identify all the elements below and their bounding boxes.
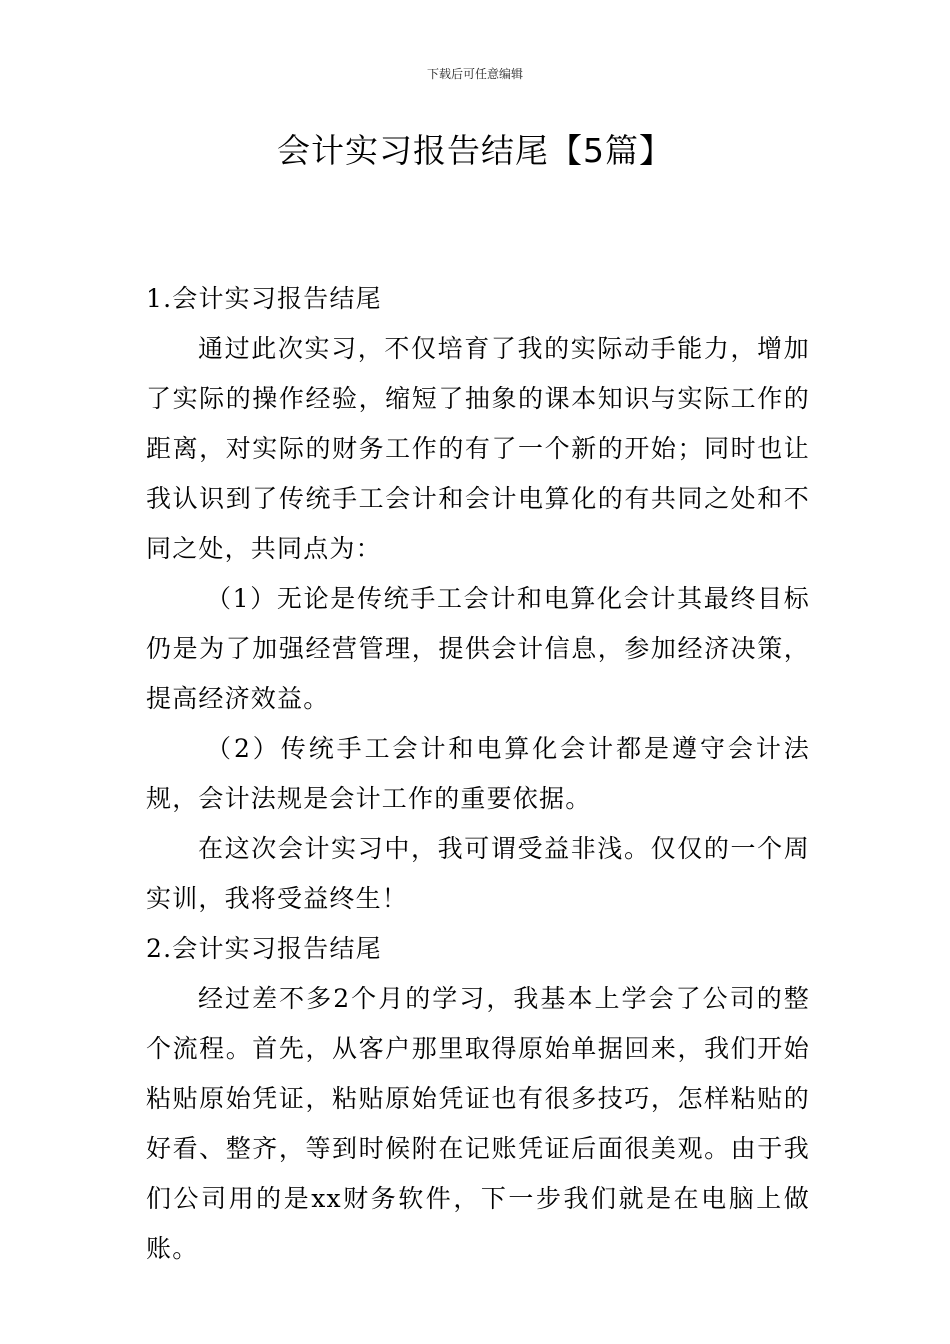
document-title: 会计实习报告结尾【5篇】 bbox=[277, 131, 673, 170]
list-item-1: （1）无论是传统手工会计和电算化会计其最终目标仍是为了加强经营管理，提供会计信息，参加经济决策，提高经济效益。 bbox=[146, 584, 810, 713]
list-item-2: （2）传统手工会计和电算化会计都是遵守会计法规，会计法规是会计工作的重要依据。 bbox=[146, 734, 810, 813]
document-body bbox=[146, 274, 810, 1274]
header-note: 下载后可任意编辑 bbox=[426, 67, 523, 81]
paragraph-intro: 通过此次实习，不仅培育了我的实际动手能力，增加了实际的操作经验，缩短了抽象的课本知识与实际工作的距离，对实际的财务工作的有了一个新的开始；同时也让我认识到了传统手工会计和会计电算化的有共同之处和不同之处，共同点为： bbox=[146, 334, 810, 563]
section-heading-2: 2.会计实习报告结尾 bbox=[146, 934, 382, 963]
paragraph-process: 经过差不多2个月的学习，我基本上学会了公司的整个流程。首先，从客户那里取得原始单据回来，我们开始粘贴原始凭证，粘贴原始凭证也有很多技巧，怎样粘贴的好看、整齐，等到时候附在记账凭证后面很美观。由于我们公司用的是xx财务软件，下一步我们就是在电脑上做账。 bbox=[146, 984, 810, 1263]
section-heading-1: 1.会计实习报告结尾 bbox=[146, 284, 382, 313]
paragraph-conclusion: 在这次会计实习中，我可谓受益非浅。仅仅的一个周实训，我将受益终生！ bbox=[146, 834, 810, 913]
